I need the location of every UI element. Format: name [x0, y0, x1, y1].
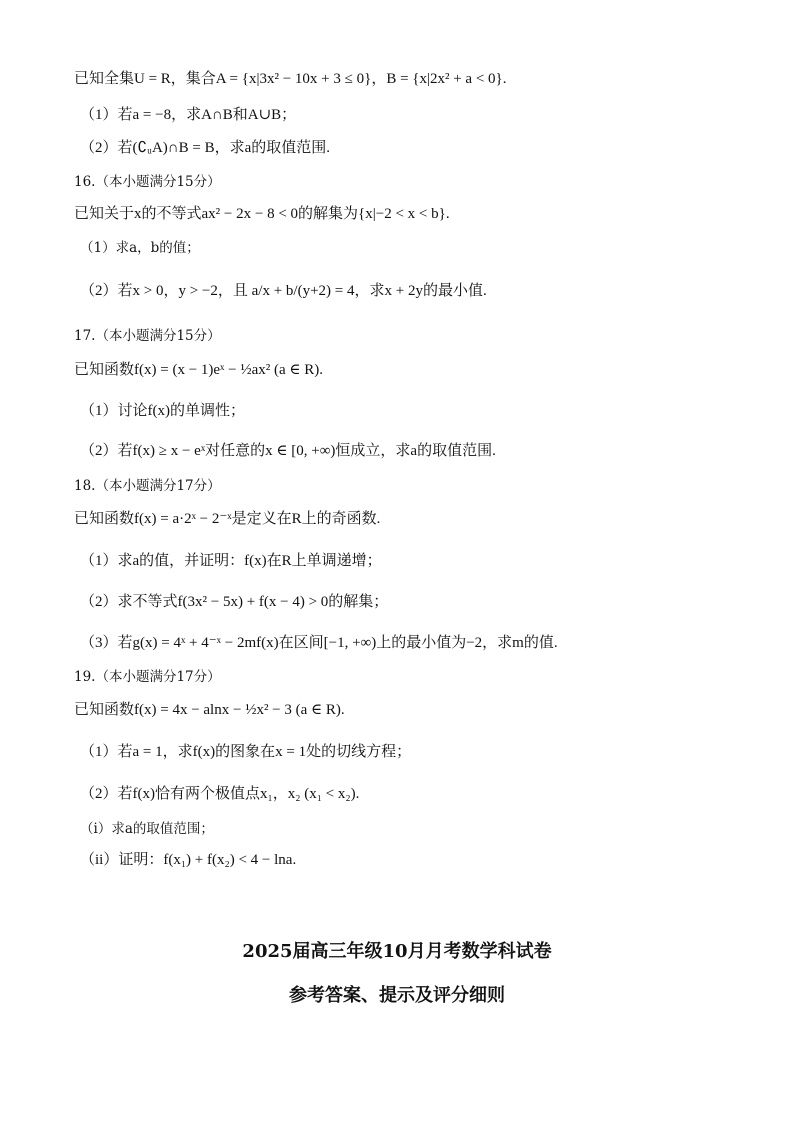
problem-18-heading: 18.（本小题满分17分） — [74, 478, 221, 494]
problem-16-part-2: （2）若x > 0，y > −2，且 a/x + b/(y+2) = 4，求x + 2y的最小值. — [80, 283, 487, 299]
problem-18-part-2: （2）求不等式f(3x² − 5x) + f(x − 4) > 0的解集； — [80, 594, 389, 610]
problem-19-part-1: （1）若a = 1，求f(x)的图象在x = 1处的切线方程； — [80, 744, 412, 760]
problem-17-heading: 17.（本小题满分15分） — [74, 328, 221, 344]
answer-key-subtitle: 参考答案、提示及评分细则 — [289, 985, 505, 1006]
problem-18-statement: 已知函数f(x) = a·2ˣ − 2⁻ˣ是定义在R上的奇函数. — [74, 511, 381, 527]
problem-16-heading: 16.（本小题满分15分） — [74, 174, 221, 190]
problem-19-heading: 19.（本小题满分17分） — [74, 669, 221, 685]
problem-19-part-2-ii: （ii）证明：f(x₁) + f(x₂) < 4 − lna. — [80, 852, 297, 868]
problem-15-part-1: （1）若a = −8，求A∩B和A∪B； — [80, 107, 297, 123]
problem-17-statement: 已知函数f(x) = (x − 1)eˣ − ½ax² (a ∈ R). — [74, 362, 324, 378]
problem-19-statement: 已知函数f(x) = 4x − alnx − ½x² − 3 (a ∈ R). — [74, 702, 345, 718]
problem-19-part-2-i: （i）求a的取值范围； — [80, 821, 214, 837]
problem-17-part-1: （1）讨论f(x)的单调性； — [80, 403, 245, 419]
problem-17-part-2: （2）若f(x) ≥ x − eˣ对任意的x ∈ [0, +∞)恒成立，求a的取值范围. — [80, 443, 496, 459]
problem-18-part-1: （1）求a的值，并证明：f(x)在R上单调递增； — [80, 553, 382, 569]
answer-key-title: 2025届高三年级10月月考数学科试卷 — [242, 941, 552, 962]
problem-15-part-2: （2）若(∁ᵤA)∩B = B，求a的取值范围. — [80, 140, 330, 156]
problem-16-part-1: （1）求a，b的值； — [80, 240, 200, 256]
problem-19-part-2: （2）若f(x)恰有两个极值点x₁，x₂ (x₁ < x₂). — [80, 786, 360, 802]
problem-15-statement: 已知全集U = R，集合A = {x|3x² − 10x + 3 ≤ 0}，B = {x|2x² + a < 0}. — [74, 71, 507, 87]
problem-16-statement: 已知关于x的不等式ax² − 2x − 8 < 0的解集为{x|−2 < x < b}. — [74, 206, 450, 222]
problem-18-part-3: （3）若g(x) = 4ˣ + 4⁻ˣ − 2mf(x)在区间[−1, +∞)上的最小值为−2，求m的值. — [80, 635, 558, 651]
